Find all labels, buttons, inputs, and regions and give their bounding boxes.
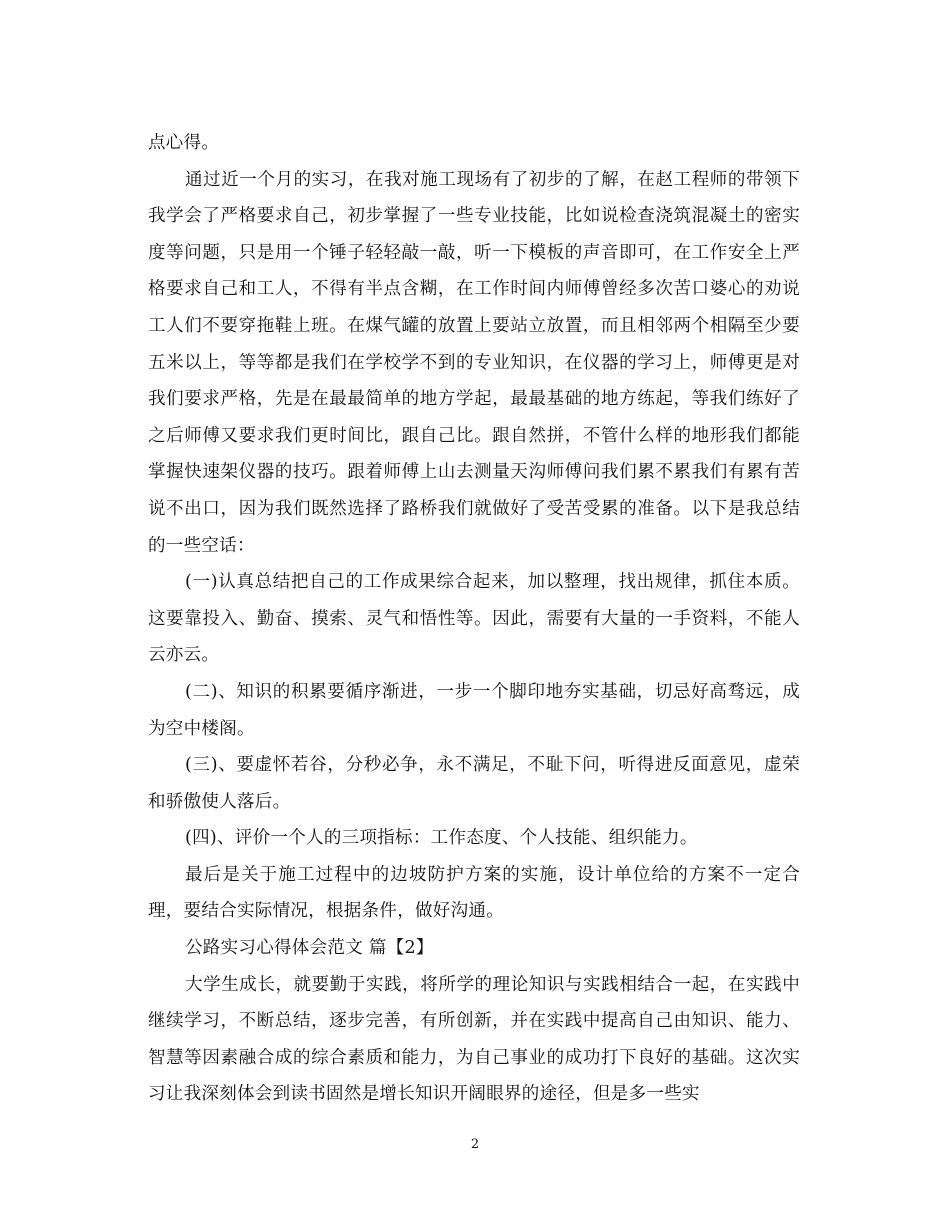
paragraph-point-three: (三)、要虚怀若谷，分秒必争，永不满足，不耻下问，听得进反面意见，虚荣和骄傲使人落后。 [148,755,800,812]
page-number: 2 [470,1137,480,1152]
paragraph-point-one: (一)认真总结把自己的工作成果综合起来，加以整理，找出规律，抓住本质。这要靠投入、勤奋、摸索、灵气和悟性等。因此，需要有大量的一手资料，不能人云亦云。 [148,572,800,666]
paragraph-continuation: 点心得。 [148,133,220,153]
paragraph-slope-protection: 最后是关于施工过程中的边坡防护方案的实施，设计单位给的方案不一定合理，要结合实际情况，根据条件，做好沟通。 [148,864,800,922]
document-body [148,125,800,1113]
paragraph-student-growth: 大学生成长，就要勤于实践，将所学的理论知识与实践相结合一起，在实践中继续学习，不断总结，逐步完善，有所创新，并在实践中提高自己由知识、能力、智慧等因素融合成的综合素质和能力，为自己事业的成功打下良好的基础。这次实习让我深刻体会到读书固然是增长知识开阔眼界的途径，但是多一些实 [148,974,800,1105]
section-heading-essay-2: 公路实习心得体会范文 篇【2】 [185,938,434,959]
paragraph-point-four: (四)、评价一个人的三项指标：工作态度、个人技能、组织能力。 [185,828,698,849]
paragraph-internship-experience: 通过近一个月的实习，在我对施工现场有了初步的了解，在赵工程师的带领下我学会了严格要求自己，初步掌握了一些专业技能，比如说检查浇筑混凝土的密实度等问题，只是用一个锤子轻轻敲一敲，听一下模板的声音即可，在工作安全上严格要求自己和工人，不得有半点含糊，在工作时间内师傅曾经多次苦口婆心的劝说工人们不要穿拖鞋上班。在煤气罐的放置上要站立放置，而且相邻两个相隔至少要五米以上，等等都是我们在学校学不到的专业知识，在仪器的学习上，师傅更是对我们要求严格，先是在最最简单的地方学起，最最基础的地方练起，等我们练好了之后师傅又要求我们更时间比，跟自己比。跟自然拼，不管什么样的地形我们都能掌握快速架仪器的技巧。跟着师傅上山去测量天沟师傅问我们累不累我们有累有苦说不出口，因为我们既然选择了路桥我们就做好了受苦受累的准备。以下是我总结的一些空话： [148,169,800,556]
paragraph-point-two: (二)、知识的积累要循序渐进，一步一个脚印地夯实基础，切忌好高骛远，成为空中楼阁。 [148,681,800,739]
